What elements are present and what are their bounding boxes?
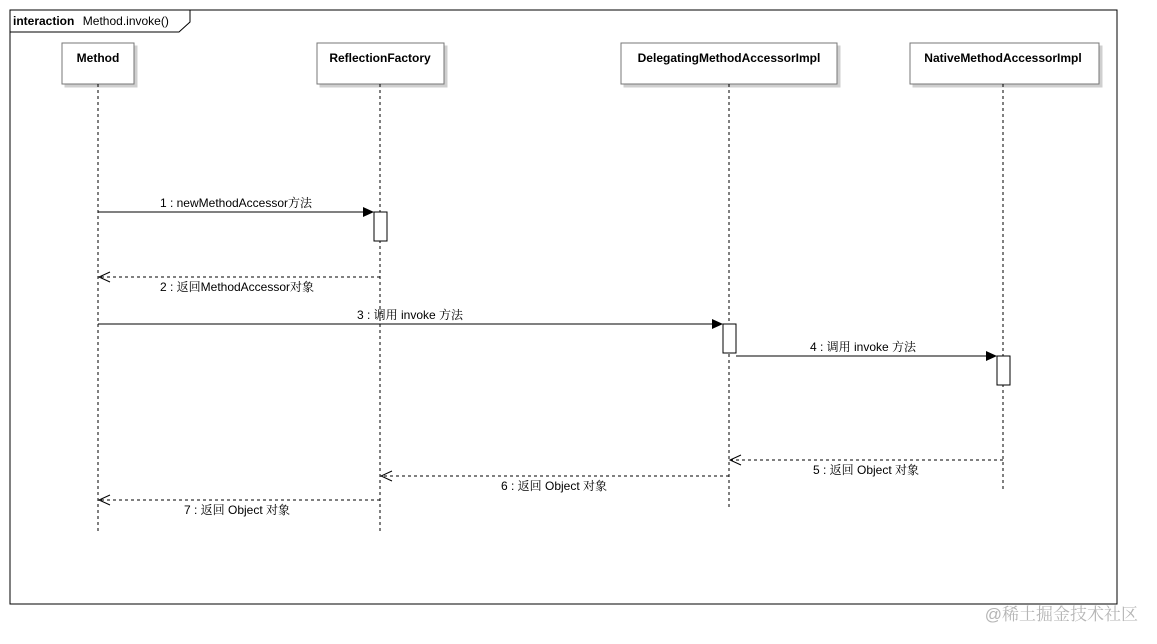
message-label-4: 4 : 调用 invoke 方法: [809, 340, 917, 354]
frame-name: Method.invoke(): [82, 14, 169, 28]
lifeline-label-native: NativeMethodAccessorImpl: [924, 51, 1082, 65]
message-label-5: 5 : 返回 Object 对象: [812, 463, 920, 477]
frame-keyword: interaction: [13, 14, 75, 28]
activation-bar-native: [997, 356, 1010, 385]
message-label-6: 6 : 返回 Object 对象: [500, 479, 608, 493]
interaction-frame: [10, 10, 1117, 604]
lifeline-label-delegating: DelegatingMethodAccessorImpl: [637, 51, 821, 65]
message-label-1: 1 : newMethodAccessor方法: [159, 196, 313, 210]
lifeline-label-method: Method: [76, 51, 120, 65]
lifeline-label-factory: ReflectionFactory: [329, 51, 431, 65]
message-label-7: 7 : 返回 Object 对象: [183, 503, 291, 517]
message-label-3: 3 : 调用 invoke 方法: [356, 308, 464, 322]
activation-bar-delegating: [723, 324, 736, 353]
watermark: @稀土掘金技术社区: [984, 605, 1138, 624]
message-label-2: 2 : 返回MethodAccessor对象: [159, 280, 315, 294]
frame-title: [13, 12, 169, 29]
activation-bar-factory: [374, 212, 387, 241]
